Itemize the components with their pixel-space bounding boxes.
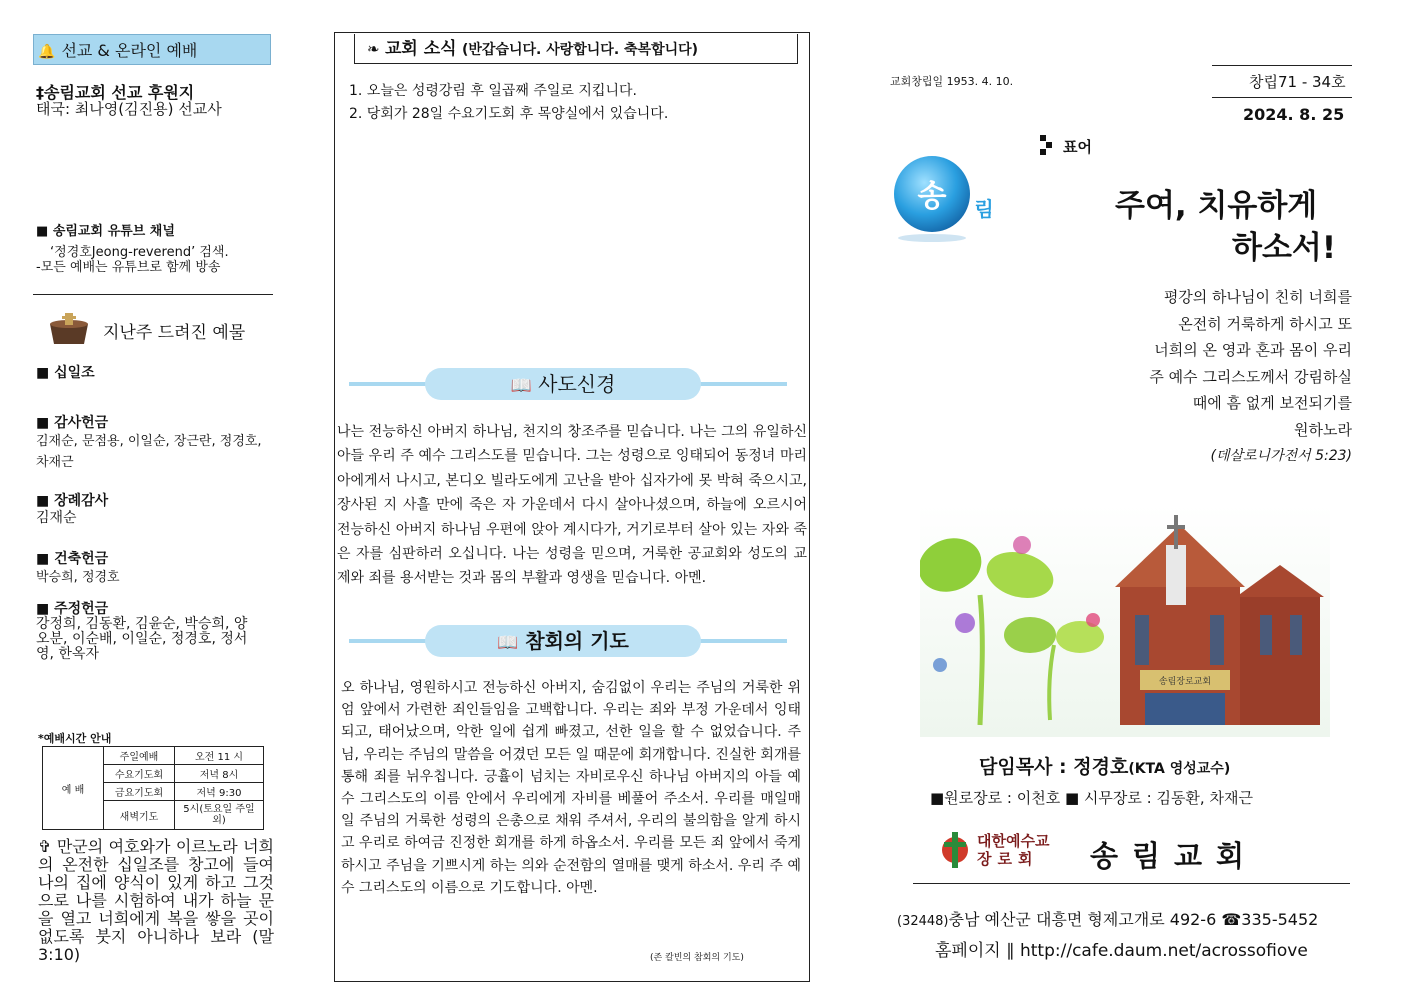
youtube-title: ■ 송림교회 유튜브 채널 (36, 224, 175, 239)
youtube-line1: ‘정경호Jeong-reverend’ 검색. (50, 245, 229, 260)
creed-text: 나는 전능하신 아버지 하나님, 천지의 창조주를 믿습니다. 나는 그의 유일하신 아들 우리 주 예수 그리스도를 믿습니다. 그는 성령으로 잉태되어 동정녀 마리아에게서 나시고, 본디오 빌라도에게 고난을 받아 십자가에 못 박혀 죽으시고, 장사된 지 사흘 만에 죽은 자 가운데서 다시 살아나셨으며, 하늘에 오르시어 전능하신 아버지 하나님 우편에 앉아 계시다가, 거기로부터 살아 있는 자와 죽은 자를 심판하러 오십니다. 나는 성령을 믿으며, 거룩한 공교회와 성도의 교제와 죄를 용서받는 것과 몸의 부활과 영생을 믿습니다. 아멘. (337, 424, 807, 587)
prayer-text: 오 하나님, 영원하시고 전능하신 아버지, 숨김없이 우리는 주님의 거룩한 위엄 앞에서 가련한 죄인들임을 고백합니다. 우리는 죄와 부정 가운데서 잉태되고, 태어났으며, 악한 일에 쉽게 빠졌고, 선한 일을 할 수 없었습니다. 주님, 우리는 주님의 말씀을 어겼던 모든 일 때문에 회개합니다. 진실한 회개를 통해 죄를 뉘우칩니다. 긍휼이 넘치는 자비로우신 하나님 아버지의 아들 예수 그리스도의 이름 안에서 우리에게 자비를 베풀어 주소서. 우리를 매일매일 주님의 거룩한 성령의 은총으로 채워 주셔서, 우리의 불의함을 알게 하시고 우리로 하여금 진정한 회개를 하게 하옵소서. 우리를 모든 죄 앞에서 죽게 하시고 주님을 기쁘시게 하는 의와 순전함의 열매를 맺게 하소서. 우리 주 예수 그리스도의 이름으로 기도합니다. 아멘. (341, 680, 801, 896)
offering-section-title: ■ 감사헌금 (36, 415, 109, 431)
book-icon: 📖 (497, 633, 519, 653)
denomination-cross-icon (940, 830, 970, 870)
scripture-line: 평강의 하나님이 친히 너희를 (1163, 288, 1352, 306)
pastor-label: 담임목사 : 정경호 (979, 756, 1129, 778)
homepage-link[interactable]: 홈페이지 ∥ http://cafe.daum.net/acrossofiove (935, 941, 1308, 961)
bulletin-date: 2024. 8. 25 (1243, 105, 1345, 124)
divider (1212, 65, 1352, 66)
worship-schedule-table (42, 746, 264, 830)
svg-text:송: 송 (917, 179, 947, 214)
schedule-caption: *예배시간 안내 (38, 732, 112, 745)
supporter-name: 태국: 최나영(김진용) 선교사 (36, 100, 222, 118)
svg-text:림: 림 (974, 197, 994, 221)
motto-line2: 하소서! (1232, 230, 1336, 266)
church-illustration (920, 505, 1330, 737)
news-list (349, 80, 668, 126)
offering-section-title: ■ 건축헌금 (36, 551, 109, 567)
tithe-verse: ✞ 만군의 여호와가 이르노라 너희의 온전한 십일조를 창고에 들여 나의 집에 양식이 있게 하고 그것으로 나를 시험하여 내가 하늘 문을 열고 너희에게 복을 쌓을 곳이 없도록 붓지 아니하나 보라 (말 3:10) (38, 837, 274, 964)
denomination-line1: 대한예수교 (977, 832, 1050, 850)
denomination-line2: 장로회 (977, 850, 1039, 868)
schedule-name-cell: 금요기도회 (104, 783, 175, 801)
youtube-line2: -모든 예배는 유튜브로 함께 방송 (36, 260, 221, 275)
elders: ■원로장로 : 이천호 ■ 시무장로 : 김동환, 차재근 (930, 789, 1253, 807)
news-subtitle: (반갑습니다. 사랑합니다. 축복합니다) (462, 42, 699, 58)
news-header (354, 34, 798, 64)
scripture (1097, 284, 1352, 470)
schedule-name-cell: 새벽기도 (104, 801, 175, 830)
songrim-logo-icon (892, 150, 1004, 246)
scripture-line: 주 예수 그리스도께서 강림하실 (1149, 367, 1352, 386)
address-text: 충남 예산군 대흥면 형제고개로 492-6 ☎335-5452 (948, 910, 1319, 929)
offering-section-body: 박승희, 정경호 (36, 570, 120, 585)
schedule-name-cell: 주일예배 (104, 747, 175, 765)
missions-header-label: 선교 & 온라인 예배 (61, 41, 198, 60)
schedule-group-cell: 예 배 (43, 747, 104, 830)
offering-section-body: 강정희, 김동환, 김윤순, 박승희, 양오분, 이순배, 이일순, 정경호, 정서영, 한옥자 (36, 616, 248, 662)
church-sign-text: 송림장로교회 (1158, 677, 1212, 687)
scripture-line: 때에 흠 없게 보전되기를 (1192, 394, 1352, 412)
offering-section-title: ■ 주정헌금 (36, 601, 109, 617)
list-item: 2. 당회가 28일 수요기도회 후 목양실에서 있습니다. (349, 106, 669, 122)
schedule-name-cell: 수요기도회 (104, 765, 175, 783)
divider (33, 294, 273, 295)
offering-section-body: 김재순, 문점용, 이일순, 장근란, 정경호, 차재근 (36, 434, 262, 470)
scroll-icon: ❧ (367, 40, 380, 58)
missions-header (33, 34, 271, 65)
postal-code: (32448) (897, 914, 949, 929)
prayer-source: (존 칼빈의 참회의 기도) (650, 953, 744, 963)
prayer-heading (425, 625, 701, 657)
bell-icon: 🔔 (38, 44, 56, 60)
church-address (897, 907, 1318, 930)
supporter-title: ‡송림교회 선교 후원지 (36, 83, 195, 102)
offering-title: 지난주 드려진 예물 (103, 323, 246, 343)
pastor-title: (KTA 영성교수) (1128, 761, 1231, 777)
motto-label: 표어 (1063, 138, 1092, 156)
offering-section-title: ■ 십일조 (36, 365, 95, 381)
divider (913, 883, 1350, 884)
prayer-title: 참회의 기도 (525, 629, 629, 653)
scripture-line: 원하노라 (1294, 420, 1352, 439)
news-title: 교회 소식 (384, 39, 457, 59)
creed-heading (425, 368, 701, 400)
list-item: 1. 오늘은 성령강림 후 일곱째 주일로 지킵니다. (349, 83, 637, 99)
offering-section-title: ■ 장례감사 (36, 493, 109, 509)
schedule-time-cell: 오전 11 시 (175, 747, 264, 765)
book-icon: 📖 (510, 376, 532, 396)
founded-date: 교회창립일 1953. 4. 10. (890, 75, 1014, 88)
issue-number: 창립71 - 34호 (1249, 73, 1346, 91)
scripture-reference: (데살로니가전서 5:23) (1210, 448, 1352, 464)
offering-box-icon (44, 310, 94, 346)
senior-pastor (979, 752, 1230, 779)
scripture-line: 너희의 온 영과 혼과 몸이 우리 (1154, 341, 1352, 359)
offering-section-body: 김재순 (36, 510, 77, 526)
scripture-line: 온전히 거룩하게 하시고 또 (1178, 314, 1352, 333)
motto-bullet-icon (1040, 135, 1054, 155)
church-name: 송림교회 (1090, 839, 1259, 873)
schedule-time-cell: 저녁 8시 (175, 765, 264, 783)
schedule-time-cell: 5시(토요일 주일 외) (175, 801, 264, 830)
creed-title: 사도신경 (538, 372, 616, 396)
table-row (43, 747, 264, 765)
schedule-time-cell: 저녁 9:30 (175, 783, 264, 801)
divider (1212, 97, 1352, 98)
motto-line1: 주여, 치유하게 (1115, 188, 1318, 224)
